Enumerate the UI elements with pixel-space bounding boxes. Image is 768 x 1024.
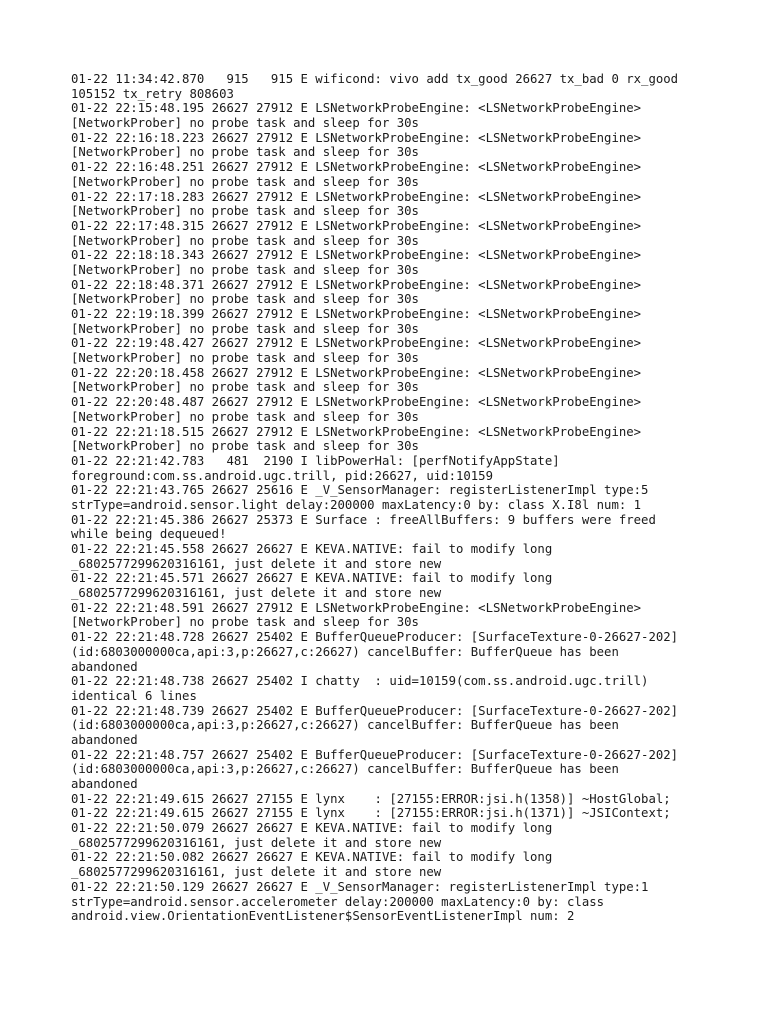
log-line: 01-22 22:21:43.765 26627 25616 E _V_SensorManager: registerListenerImpl type:5 [71, 483, 649, 498]
log-line: [NetworkProber] no probe task and sleep for 30s [71, 262, 419, 277]
log-line: identical 6 lines [71, 688, 197, 703]
log-line: _6802577299620316161, just delete it and store new [71, 835, 442, 850]
log-line: [NetworkProber] no probe task and sleep for 30s [71, 409, 419, 424]
log-line: [NetworkProber] no probe task and sleep for 30s [71, 116, 419, 131]
log-line: 01-22 22:18:18.343 26627 27912 E LSNetworkProbeEngine: <LSNetworkProbeEngine> [71, 248, 642, 263]
log-line: 01-22 22:16:48.251 26627 27912 E LSNetworkProbeEngine: <LSNetworkProbeEngine> [71, 160, 642, 175]
log-line: (id:6803000000ca,api:3,p:26627,c:26627) cancelBuffer: BufferQueue has been [71, 762, 619, 777]
log-line: 01-22 22:20:18.458 26627 27912 E LSNetworkProbeEngine: <LSNetworkProbeEngine> [71, 365, 642, 380]
log-line: 01-22 22:21:42.783 481 2190 I libPowerHal: [perfNotifyAppState] [71, 453, 560, 468]
log-line: [NetworkProber] no probe task and sleep for 30s [71, 615, 419, 630]
log-line: strType=android.sensor.accelerometer delay:200000 maxLatency:0 by: class [71, 894, 605, 909]
log-line: 01-22 22:16:18.223 26627 27912 E LSNetworkProbeEngine: <LSNetworkProbeEngine> [71, 130, 642, 145]
log-line: 01-22 22:21:48.757 26627 25402 E BufferQueueProducer: [SurfaceTexture-0-26627-202] [71, 747, 679, 762]
log-line: _6802577299620316161, just delete it and store new [71, 556, 442, 571]
log-line: [NetworkProber] no probe task and sleep for 30s [71, 439, 419, 454]
log-line: 01-22 22:21:49.615 26627 27155 E lynx : [27155:ERROR:jsi.h(1371)] ~JSIContext; [71, 806, 671, 821]
log-line: 01-22 22:20:48.487 26627 27912 E LSNetworkProbeEngine: <LSNetworkProbeEngine> [71, 395, 642, 410]
log-line: abandoned [71, 659, 138, 674]
log-line: 01-22 22:21:18.515 26627 27912 E LSNetworkProbeEngine: <LSNetworkProbeEngine> [71, 424, 642, 439]
log-line: [NetworkProber] no probe task and sleep for 30s [71, 145, 419, 160]
log-line: while being dequeued! [71, 527, 227, 542]
log-line: _6802577299620316161, just delete it and store new [71, 586, 442, 601]
log-line: 01-22 22:21:49.615 26627 27155 E lynx : [27155:ERROR:jsi.h(1358)] ~HostGlobal; [71, 791, 671, 806]
log-line: 01-22 22:19:18.399 26627 27912 E LSNetworkProbeEngine: <LSNetworkProbeEngine> [71, 307, 642, 321]
log-line: 01-22 22:17:48.315 26627 27912 E LSNetworkProbeEngine: <LSNetworkProbeEngine> [71, 218, 642, 233]
log-line: _6802577299620316161, just delete it and store new [71, 865, 442, 880]
log-line: android.view.OrientationEventListener$SensorEventListenerImpl num: 2 [71, 909, 575, 924]
log-line: abandoned [71, 732, 138, 747]
log-line: [NetworkProber] no probe task and sleep for 30s [71, 233, 419, 248]
log-line: abandoned [71, 777, 138, 791]
log-line: 01-22 22:21:50.082 26627 26627 E KEVA.NATIVE: fail to modify long [71, 850, 553, 865]
log-line: foreground:com.ss.android.ugc.trill, pid:26627, uid:10159 [71, 468, 493, 483]
log-line: [NetworkProber] no probe task and sleep for 30s [71, 204, 419, 219]
log-line: 01-22 22:21:48.591 26627 27912 E LSNetworkProbeEngine: <LSNetworkProbeEngine> [71, 600, 642, 615]
log-line: 01-22 22:21:48.738 26627 25402 I chatty : uid=10159(com.ss.android.ugc.trill) [71, 674, 649, 689]
log-line: 01-22 22:19:48.427 26627 27912 E LSNetworkProbeEngine: <LSNetworkProbeEngine> [71, 336, 642, 351]
log-line: [NetworkProber] no probe task and sleep for 30s [71, 380, 419, 395]
log-line: 01-22 22:21:45.558 26627 26627 E KEVA.NATIVE: fail to modify long [71, 542, 553, 556]
logcat-output [71, 72, 711, 924]
log-line: 105152 tx_retry 808603 [71, 86, 234, 101]
log-line: 01-22 22:21:48.739 26627 25402 E BufferQueueProducer: [SurfaceTexture-0-26627-202] [71, 703, 679, 718]
log-line: [NetworkProber] no probe task and sleep for 30s [71, 174, 419, 189]
log-line: [NetworkProber] no probe task and sleep for 30s [71, 292, 419, 307]
log-line: 01-22 11:34:42.870 915 915 E wificond: vivo add tx_good 26627 tx_bad 0 rx_good [71, 72, 679, 86]
log-line: 01-22 22:15:48.195 26627 27912 E LSNetworkProbeEngine: <LSNetworkProbeEngine> [71, 101, 642, 116]
log-line: (id:6803000000ca,api:3,p:26627,c:26627) cancelBuffer: BufferQueue has been [71, 644, 619, 659]
log-line: 01-22 22:21:45.571 26627 26627 E KEVA.NATIVE: fail to modify long [71, 571, 553, 586]
log-line: (id:6803000000ca,api:3,p:26627,c:26627) cancelBuffer: BufferQueue has been [71, 718, 619, 733]
log-line: strType=android.sensor.light delay:200000 maxLatency:0 by: class X.I8l num: 1 [71, 497, 642, 512]
log-line: 01-22 22:21:50.129 26627 26627 E _V_SensorManager: registerListenerImpl type:1 [71, 879, 649, 894]
log-line: [NetworkProber] no probe task and sleep for 30s [71, 321, 419, 336]
log-line: 01-22 22:17:18.283 26627 27912 E LSNetworkProbeEngine: <LSNetworkProbeEngine> [71, 189, 642, 204]
log-line: 01-22 22:21:45.386 26627 25373 E Surface : freeAllBuffers: 9 buffers were freed [71, 512, 656, 527]
log-line: 01-22 22:21:50.079 26627 26627 E KEVA.NATIVE: fail to modify long [71, 821, 553, 836]
log-line: 01-22 22:21:48.728 26627 25402 E BufferQueueProducer: [SurfaceTexture-0-26627-202] [71, 630, 679, 645]
log-line: [NetworkProber] no probe task and sleep for 30s [71, 351, 419, 366]
log-line: 01-22 22:18:48.371 26627 27912 E LSNetworkProbeEngine: <LSNetworkProbeEngine> [71, 277, 642, 292]
